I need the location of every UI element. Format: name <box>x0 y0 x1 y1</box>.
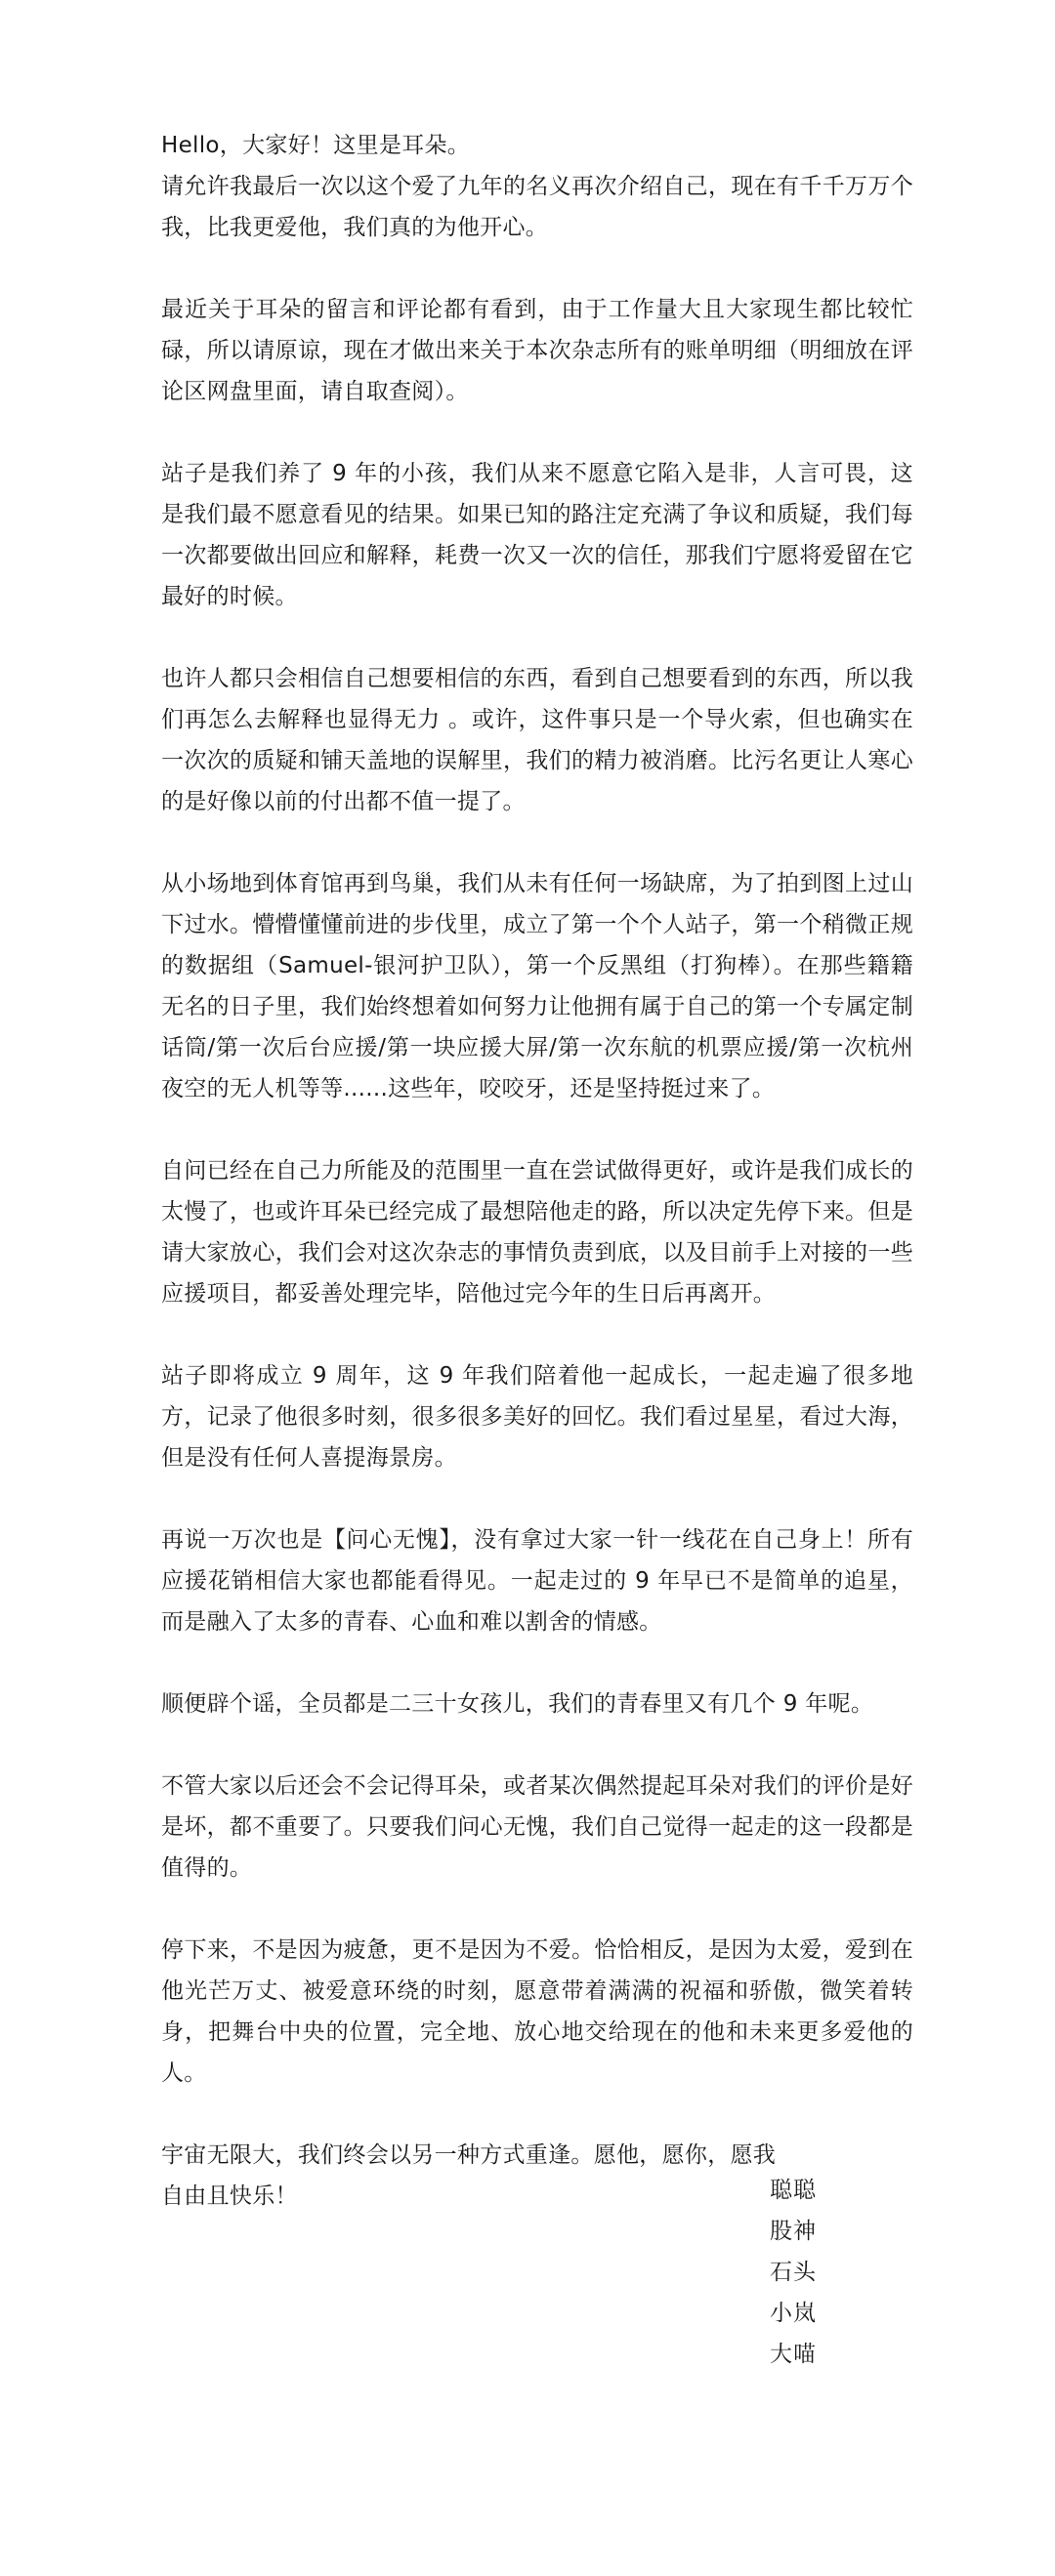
paragraph-line: 自由且快乐！ <box>161 2183 298 2209</box>
paragraph-line: 站子即将成立 9 周年，这 9 年我们陪着他一起成长，一起走遍了很多地方，记录了他很多时刻，很多很多美好的回忆。我们看过星星，看过大海，但是没有任何人喜提海景房。 <box>161 1363 913 1471</box>
paragraph-line: 自问已经在自己力所能及的范围里一直在尝试做得更好，或许是我们成长的太慢了，也或许耳朵已经完成了最想陪他走的路，所以决定先停下来。但是请大家放心，我们会对这次杂志的事情负责到底，以及目前手上对接的一些应援项目，都妥善处理完毕，陪他过完今年的生日后再离开。 <box>161 1158 913 1307</box>
signature-name: 大喵 <box>770 2342 817 2367</box>
letter-paragraph <box>161 1519 913 1642</box>
signature-name: 小岚 <box>770 2301 817 2326</box>
letter-paragraph <box>161 453 913 617</box>
letter-paragraph <box>161 1930 913 2094</box>
letter-paragraph <box>161 1355 913 1478</box>
signature-list <box>770 2170 817 2375</box>
letter-paragraph <box>161 1766 913 1889</box>
paragraph-line: 停下来，不是因为疲惫，更不是因为不爱。恰恰相反，是因为太爱，爱到在他光芒万丈、被爱意环绕的时刻，愿意带着满满的祝福和骄傲，微笑着转身，把舞台中央的位置，完全地、放心地交给现在的他和未来更多爱他的人。 <box>161 1937 913 2086</box>
paragraph-line: 最近关于耳朵的留言和评论都有看到，由于工作量大且大家现生都比较忙碌，所以请原谅，现在才做出来关于本次杂志所有的账单明细（明细放在评论区网盘里面，请自取查阅）。 <box>161 297 913 404</box>
paragraph-line: 再说一万次也是【问心无愧】，没有拿过大家一针一线花在自己身上！所有应援花销相信大家也都能看得见。一起走过的 9 年早已不是简单的追星，而是融入了太多的青春、心血和难以割舍的情感。 <box>161 1527 913 1635</box>
signature-name: 石头 <box>770 2260 817 2285</box>
signature-name: 股神 <box>770 2219 817 2244</box>
signature-name: 聪聪 <box>770 2178 817 2203</box>
letter-paragraph <box>161 289 913 412</box>
paragraph-line: 站子是我们养了 9 年的小孩，我们从来不愿意它陷入是非，人言可畏，这是我们最不愿意看见的结果。如果已知的路注定充满了争议和质疑，我们每一次都要做出回应和解释，耗费一次又一次的信任，那我们宁愿将爱留在它最好的时候。 <box>161 461 913 609</box>
paragraph-line: 宇宙无限大，我们终会以另一种方式重逢。愿他，愿你，愿我 <box>161 2142 777 2168</box>
paragraph-line: 也许人都只会相信自己想要相信的东西，看到自己想要看到的东西，所以我们再怎么去解释也显得无力 。或许，这件事只是一个导火索，但也确实在一次次的质疑和铺天盖地的误解里，我们的精力被消磨。比污名更让人寒心的是好像以前的付出都不值一提了。 <box>161 666 913 814</box>
letter-paragraph <box>161 863 913 1109</box>
letter-body <box>161 125 913 2258</box>
letter-paragraph <box>161 1683 913 1724</box>
paragraph-line: Hello，大家好！这里是耳朵。 <box>161 133 471 158</box>
paragraph-line: 请允许我最后一次以这个爱了九年的名义再次介绍自己，现在有千千万万个我，比我更爱他，我们真的为他开心。 <box>161 174 913 240</box>
letter-paragraph <box>161 658 913 822</box>
paragraph-line: 从小场地到体育馆再到鸟巢，我们从未有任何一场缺席，为了拍到图上过山下过水。懵懵懂懂前进的步伐里，成立了第一个个人站子，第一个稍微正规的数据组（Samuel-银河护卫队），第一个反黑组（打狗棒）。在那些籍籍无名的日子里，我们始终想着如何努力让他拥有属于自己的第一个专属定制话筒/第一次后台应援/第一块应援大屏/第一次东航的机票应援/第一次杭州夜空的无人机等等......这些年，咬咬牙，还是坚持挺过来了。 <box>161 871 913 1101</box>
letter-paragraph <box>161 1150 913 1314</box>
paragraph-line: 不管大家以后还会不会记得耳朵，或者某次偶然提起耳朵对我们的评价是好是坏，都不重要了。只要我们问心无愧，我们自己觉得一起走的这一段都是值得的。 <box>161 1773 913 1881</box>
paragraph-line: 顺便辟个谣，全员都是二三十女孩儿，我们的青春里又有几个 9 年呢。 <box>161 1691 874 1717</box>
letter-paragraph <box>161 125 913 248</box>
